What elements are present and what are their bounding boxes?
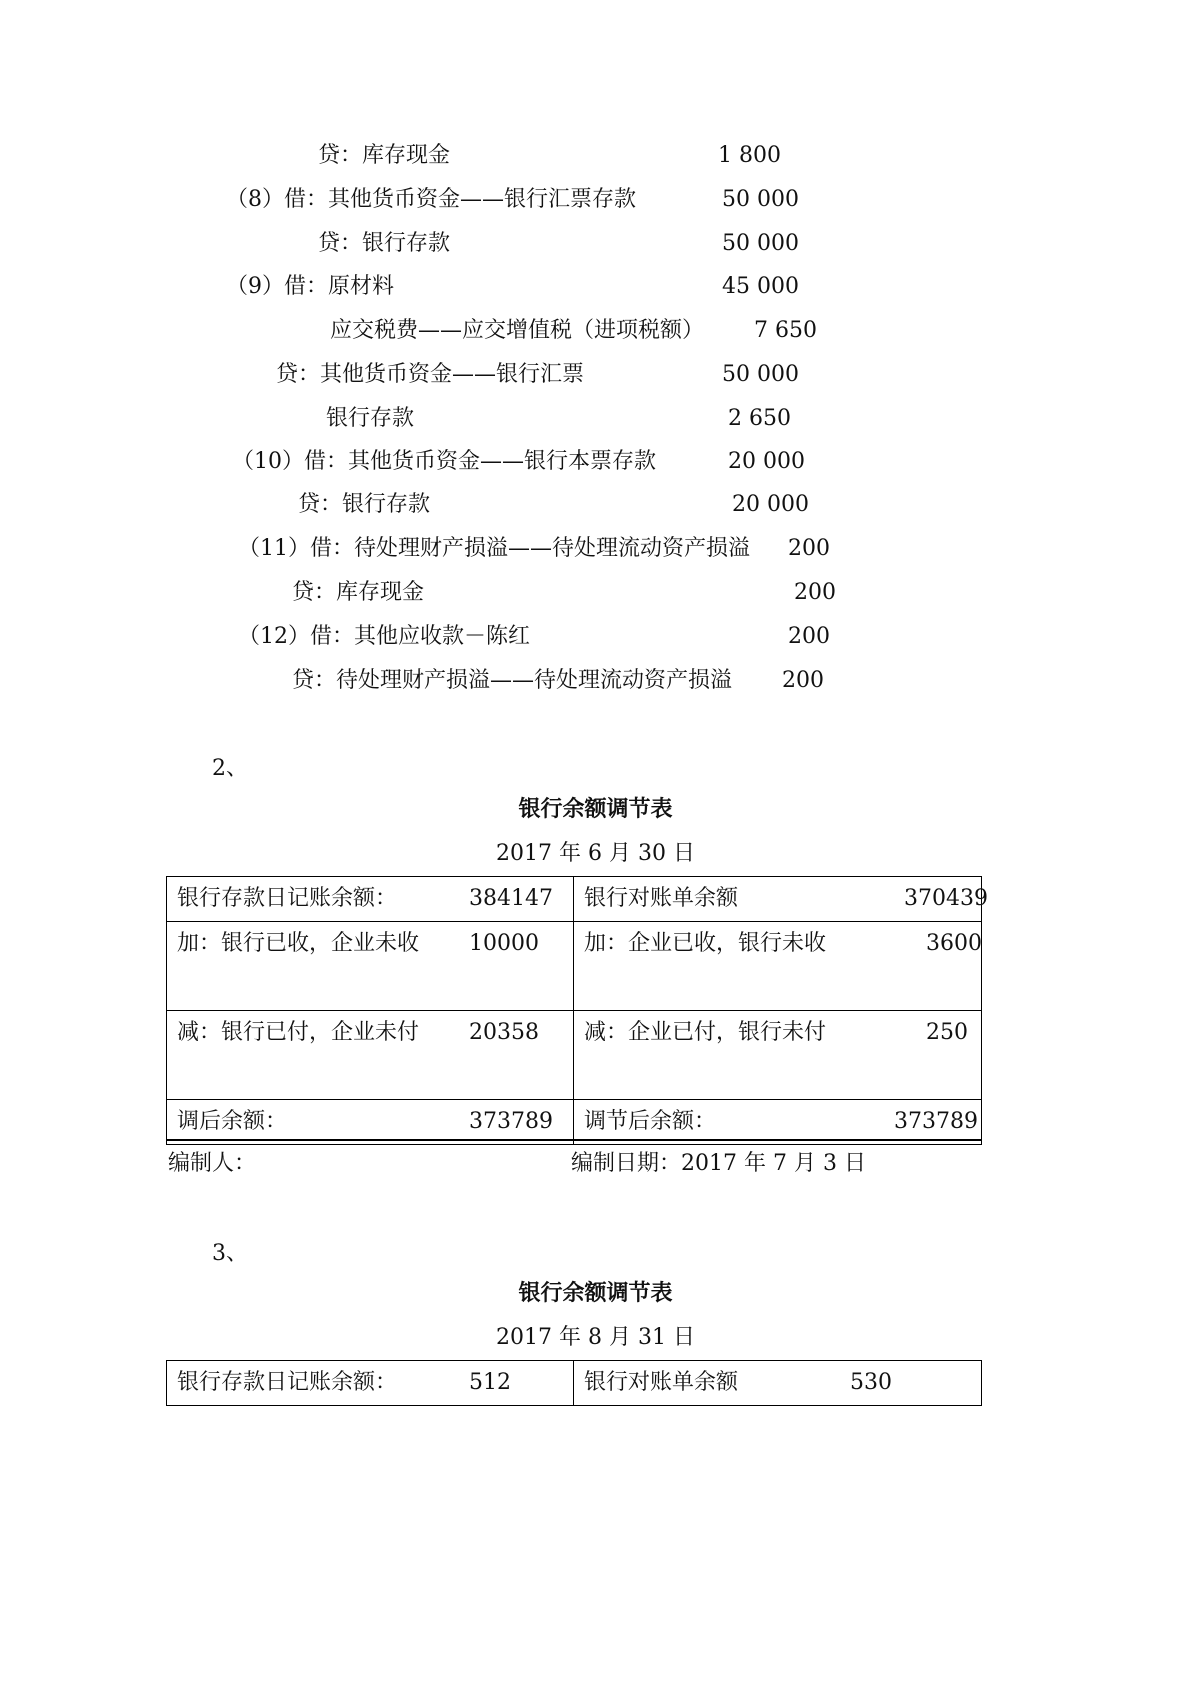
table-title: 银行余额调节表 (518, 1281, 673, 1306)
journal-line: 贷：其他货币资金——银行汇票 (276, 362, 585, 387)
table-cell (574, 1361, 982, 1406)
cell-value: 10000 (469, 931, 539, 956)
table-date: 2017 年 8 月 31 日 (496, 1325, 695, 1350)
journal-line: 贷：库存现金 (292, 580, 425, 605)
reconciliation-table (166, 1360, 982, 1406)
preparer-label: 编制人： (168, 1151, 257, 1176)
prepared-date: 编制日期：2017 年 7 月 3 日 (571, 1151, 866, 1176)
cell-label: 加：企业已收，银行未收 (584, 931, 827, 956)
journal-line: 应交税费——应交增值税（进项税额） (330, 318, 705, 343)
cell-value: 20358 (469, 1020, 539, 1045)
journal-line: （9）借：原材料 (226, 274, 394, 299)
section-number: 2、 (212, 756, 248, 781)
journal-line: （12）借：其他应收款－陈红 (238, 624, 530, 649)
cell-value: 250 (926, 1020, 968, 1045)
journal-amount: 7 650 (754, 318, 817, 343)
cell-label: 加：银行已收，企业未收 (177, 931, 420, 956)
journal-line: 银行存款 (326, 406, 415, 431)
journal-line: （11）借：待处理财产损溢——待处理流动资产损溢 (238, 536, 750, 561)
cell-label: 银行存款日记账余额： (177, 886, 398, 911)
journal-line: 贷：银行存款 (298, 492, 431, 517)
journal-line: （8）借：其他货币资金——银行汇票存款 (226, 187, 636, 212)
cell-value: 384147 (469, 886, 553, 911)
table-cell (574, 1011, 982, 1100)
cell-label: 调节后余额： (584, 1109, 717, 1134)
table-cell (167, 877, 574, 922)
table-title: 银行余额调节表 (518, 797, 673, 822)
cell-value: 373789 (469, 1109, 553, 1134)
journal-amount: 200 (794, 580, 836, 605)
table-cell (167, 1100, 574, 1145)
table-row (167, 1361, 982, 1406)
cell-label: 减：企业已付，银行未付 (584, 1020, 827, 1045)
cell-label: 银行对账单余额 (584, 1370, 739, 1395)
table-cell (574, 922, 982, 1011)
journal-amount: 20 000 (728, 449, 805, 474)
journal-line: 贷：库存现金 (318, 143, 451, 168)
cell-value: 373789 (894, 1109, 978, 1134)
cell-label: 调后余额： (177, 1109, 288, 1134)
journal-amount: 2 650 (728, 406, 791, 431)
table-cell (167, 1011, 574, 1100)
cell-value: 530 (850, 1370, 892, 1395)
table-row (167, 1100, 982, 1145)
journal-amount: 20 000 (732, 492, 809, 517)
journal-line: （10）借：其他货币资金——银行本票存款 (232, 449, 656, 474)
cell-label: 银行对账单余额 (584, 886, 739, 911)
journal-amount: 50 000 (722, 231, 799, 256)
table-cell (167, 922, 574, 1011)
section-number: 3、 (212, 1241, 248, 1266)
table-row (167, 1011, 982, 1100)
cell-value: 3600 (926, 931, 982, 956)
journal-amount: 45 000 (722, 274, 799, 299)
reconciliation-table (166, 876, 988, 1145)
cell-value: 512 (469, 1370, 511, 1395)
journal-amount: 200 (782, 668, 824, 693)
table-cell (167, 1361, 574, 1406)
table-row (167, 877, 982, 922)
table-date: 2017 年 6 月 30 日 (496, 841, 695, 866)
journal-amount: 50 000 (722, 187, 799, 212)
journal-line: 贷：待处理财产损溢——待处理流动资产损溢 (292, 668, 733, 693)
journal-line: 贷：银行存款 (318, 231, 451, 256)
journal-amount: 50 000 (722, 362, 799, 387)
journal-amount: 200 (788, 624, 830, 649)
cell-value: 370439 (904, 886, 988, 911)
cell-label: 银行存款日记账余额： (177, 1370, 398, 1395)
table-bottom-rule (166, 1139, 982, 1141)
table-cell (574, 1100, 982, 1145)
journal-amount: 1 800 (718, 143, 781, 168)
journal-amount: 200 (788, 536, 830, 561)
cell-label: 减：银行已付，企业未付 (177, 1020, 420, 1045)
table-row (167, 922, 982, 1011)
table-cell (574, 877, 988, 922)
